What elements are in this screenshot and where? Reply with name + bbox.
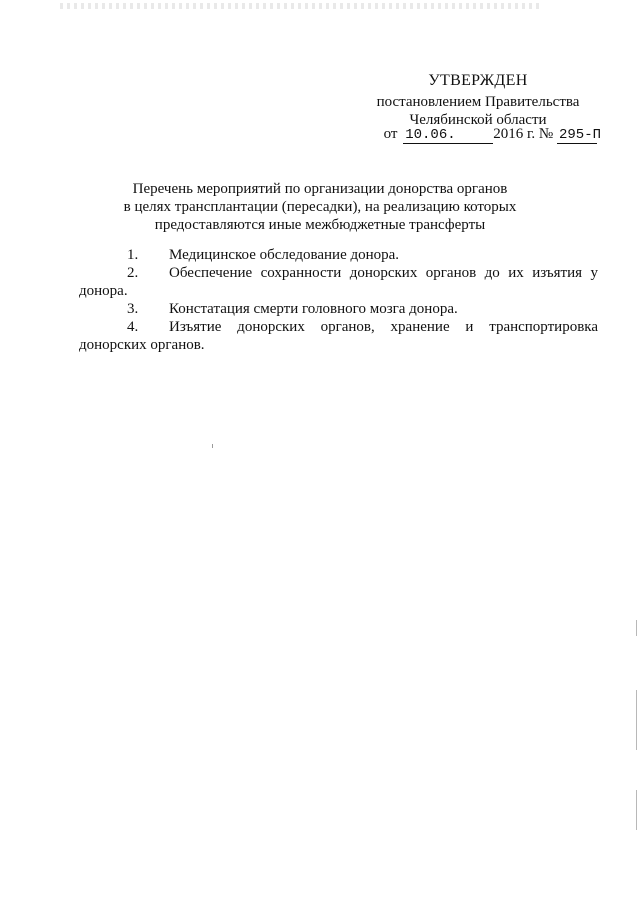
decree-date-line: [383, 125, 602, 144]
list-item-number: 4.: [127, 319, 139, 335]
approval-line-1: постановлением Правительства: [376, 94, 580, 110]
scan-edge-mark: [636, 690, 637, 750]
scan-edge-mark: [636, 620, 637, 636]
date-prefix: от: [383, 126, 398, 142]
measures-list: [79, 246, 598, 354]
list-item-4: [79, 318, 598, 354]
list-item-number: 1.: [127, 247, 139, 263]
approved-heading: УТВЕРЖДЕН: [428, 72, 528, 89]
scan-noise-strip: [60, 3, 540, 9]
decree-number-field: [557, 126, 602, 144]
approval-block: [358, 72, 598, 129]
scan-edge-mark: [636, 790, 637, 830]
list-item-text: Изъятие донорских органов, хранение и транспортировка донорских органов.: [79, 319, 598, 353]
title-line-2: в целях трансплантации (пересадки), на реализацию которых: [123, 199, 517, 215]
decree-date-value: 10.06.: [405, 127, 456, 143]
list-item-number: 3.: [127, 301, 139, 317]
title-line-3: предоставляются иные межбюджетные трансферты: [154, 217, 486, 233]
decree-number-value: 295-П: [559, 127, 602, 143]
title-line-1: Перечень мероприятий по организации донорства органов: [132, 181, 508, 197]
approval-line-2: Челябинской области: [409, 112, 547, 128]
list-item-1: [79, 246, 598, 264]
list-item-number: 2.: [127, 265, 139, 281]
document-title: [110, 180, 530, 234]
list-item-text: Обеспечение сохранности донорских органов до их изъятия у донора.: [79, 265, 598, 299]
list-item-2: [79, 264, 598, 300]
decree-year-text: 2016 г. №: [493, 126, 554, 142]
decree-date-field: [403, 126, 493, 144]
list-item-text: Констатация смерти головного мозга донора.: [169, 301, 458, 317]
scan-mark: [212, 444, 213, 448]
list-item-text: Медицинское обследование донора.: [169, 247, 400, 263]
list-item-3: [79, 300, 598, 318]
